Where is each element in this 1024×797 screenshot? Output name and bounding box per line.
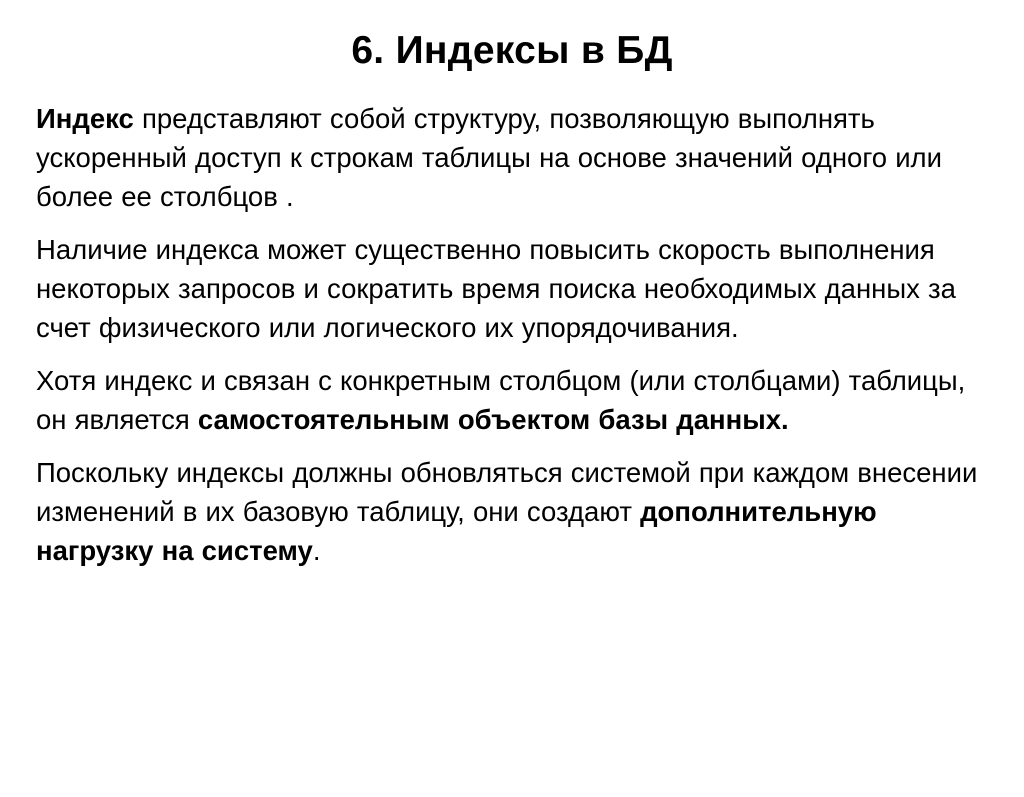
text-run: Поскольку индексы должны обновляться системой при каждом внесении изменений в их базовую таблицу, они создают	[36, 457, 978, 528]
paragraph-3	[36, 361, 988, 439]
text-run: .	[312, 535, 321, 567]
text-run: самостоятельным объектом базы данных.	[197, 404, 789, 436]
text-run: Хотя индекс и связан с конкретным столбцом (или столбцами) таблицы, он является	[36, 365, 966, 436]
slide-title: 6. Индексы в БД	[351, 29, 673, 72]
text-run: дополнительную нагрузку на систему	[36, 496, 877, 567]
slide-body	[36, 99, 988, 571]
slide	[0, 30, 1024, 797]
text-run: Наличие индекса может существенно повысить скорость выполнения некоторых запросов и сократить время поиска необходимых данных за счет физического или логического их упорядочивания.	[36, 234, 956, 344]
paragraph-4	[36, 453, 988, 570]
paragraph-1	[36, 99, 988, 216]
paragraph-2	[36, 230, 988, 347]
text-run: представляют собой структуру, позволяющую выполнять ускоренный доступ к строкам таблицы на основе значений одного или более ее столбцов .	[36, 102, 942, 212]
text-run: Индекс	[36, 102, 134, 134]
